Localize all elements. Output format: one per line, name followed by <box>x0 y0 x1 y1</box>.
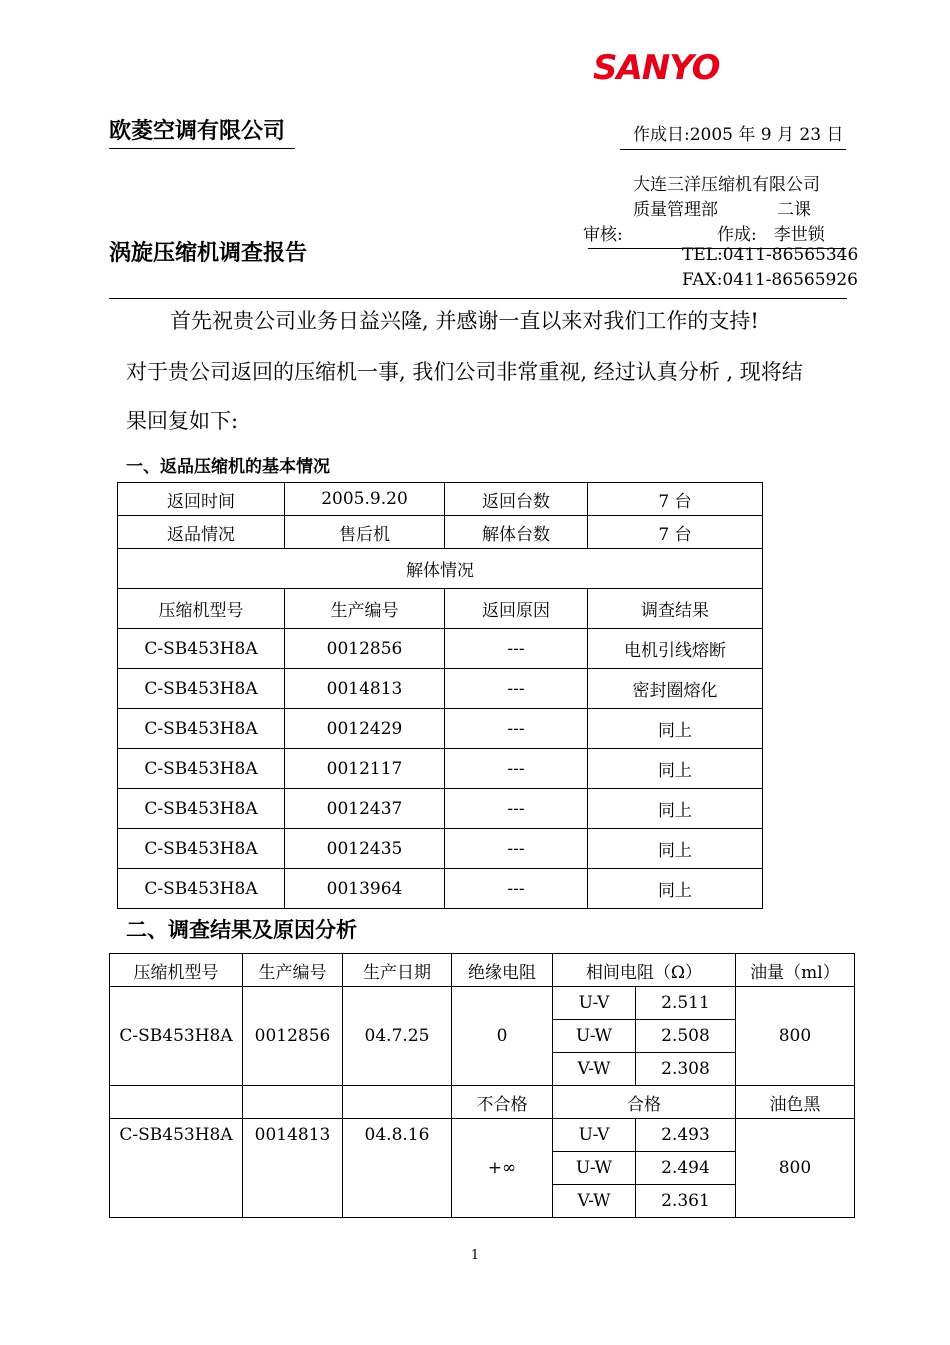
column-header: 返回原因 <box>445 589 588 629</box>
blank-cell <box>243 1086 343 1119</box>
table-cell: 同上 <box>588 829 763 869</box>
insulation-result: 不合格 <box>452 1086 553 1119</box>
table-cell: C-SB453H8A <box>118 629 285 669</box>
report-title: 涡旋压缩机调查报告 <box>109 240 308 266</box>
table-cell: 返回台数 <box>445 483 588 516</box>
table-cell: 售后机 <box>285 516 445 549</box>
table-cell: --- <box>445 669 588 709</box>
insulation-cell: +∞ <box>452 1119 553 1218</box>
table-cell: 同上 <box>588 709 763 749</box>
oil-cell: 800 <box>735 987 854 1086</box>
table-cell: 0012435 <box>285 829 445 869</box>
recipient-company: 欧菱空调有限公司 <box>109 118 286 144</box>
table-cell: 0012437 <box>285 789 445 829</box>
table-row <box>110 987 855 1020</box>
phase-value: 2.361 <box>636 1185 736 1218</box>
resistance-result: 合格 <box>553 1086 736 1119</box>
table-cell: 同上 <box>588 749 763 789</box>
table-cell: --- <box>445 869 588 909</box>
column-header: 油量（ml） <box>735 954 854 987</box>
author-label: 作成: 李世锁 <box>717 225 825 245</box>
greeting-paragraph: 首先祝贵公司业务日益兴隆, 并感谢一直以来对我们工作的支持! <box>170 309 759 333</box>
table-row <box>118 829 763 869</box>
table-cell: 0014813 <box>285 669 445 709</box>
table-cell: C-SB453H8A <box>118 829 285 869</box>
table-cell: 同上 <box>588 789 763 829</box>
column-header: 压缩机型号 <box>118 589 285 629</box>
report-date: 作成日:2005 年 9 月 23 日 <box>633 125 844 145</box>
sanyo-logo: SANYO <box>593 48 720 88</box>
column-header: 生产编号 <box>285 589 445 629</box>
phase-label: U-W <box>553 1152 636 1185</box>
telephone: TEL:0411-86565346 <box>682 245 859 265</box>
column-header: 生产日期 <box>343 954 452 987</box>
table-cell: C-SB453H8A <box>118 869 285 909</box>
table-row <box>118 669 763 709</box>
table-row <box>118 516 763 549</box>
table-row <box>118 869 763 909</box>
table-cell: 返品情况 <box>118 516 285 549</box>
table-row <box>118 629 763 669</box>
header-rule <box>109 298 847 299</box>
phase-value: 2.308 <box>636 1053 736 1086</box>
table-cell: C-SB453H8A <box>118 669 285 709</box>
table-row <box>110 1086 855 1119</box>
oil-result: 油色黑 <box>735 1086 854 1119</box>
table-cell: --- <box>445 629 588 669</box>
table-row <box>110 1119 855 1152</box>
date-cell: 04.7.25 <box>343 987 452 1086</box>
table-cell: 0012856 <box>285 629 445 669</box>
date-cell: 04.8.16 <box>343 1119 452 1218</box>
column-header: 相间电阻（Ω） <box>553 954 736 987</box>
table-row <box>118 483 763 516</box>
table-row <box>118 709 763 749</box>
reviewer-label: 审核: <box>583 225 623 245</box>
blank-cell <box>343 1086 452 1119</box>
table-row <box>118 549 763 589</box>
section2-title: 二、调查结果及原因分析 <box>126 917 357 942</box>
table-cell: --- <box>445 749 588 789</box>
page-number: 1 <box>470 1248 480 1263</box>
column-header: 生产编号 <box>243 954 343 987</box>
phase-label: U-V <box>553 1119 636 1152</box>
table-cell: 返回时间 <box>118 483 285 516</box>
table-header-row <box>110 954 855 987</box>
date-underline <box>620 149 846 150</box>
intro-paragraph-cont: 果回复如下: <box>126 409 239 433</box>
intro-paragraph: 对于贵公司返回的压缩机一事, 我们公司非常重视, 经过认真分析 , 现将结 <box>126 360 803 384</box>
table-row <box>118 749 763 789</box>
phase-label: U-W <box>553 1020 636 1053</box>
section1-title: 一、返品压缩机的基本情况 <box>126 457 330 477</box>
phase-label: U-V <box>553 987 636 1020</box>
issuer-dept: 质量管理部 <box>633 200 718 220</box>
insulation-cell: 0 <box>452 987 553 1086</box>
serial-cell: 0012856 <box>243 987 343 1086</box>
table-cell: 2005.9.20 <box>285 483 445 516</box>
table-cell: 解体台数 <box>445 516 588 549</box>
table-cell: C-SB453H8A <box>118 709 285 749</box>
column-header: 绝缘电阻 <box>452 954 553 987</box>
blank-cell <box>110 1086 243 1119</box>
table-cell: 电机引线熔断 <box>588 629 763 669</box>
phase-value: 2.508 <box>636 1020 736 1053</box>
oil-cell: 800 <box>735 1119 854 1218</box>
table-cell: 0013964 <box>285 869 445 909</box>
table-cell: --- <box>445 709 588 749</box>
recipient-underline <box>109 148 295 149</box>
table-cell: 7 台 <box>588 516 763 549</box>
column-header: 压缩机型号 <box>110 954 243 987</box>
return-summary-table <box>117 482 763 909</box>
issuer-section: 二课 <box>777 200 811 220</box>
table-row <box>118 789 763 829</box>
issuer-company: 大连三洋压缩机有限公司 <box>633 175 820 195</box>
table-cell: 7 台 <box>588 483 763 516</box>
table-span-header: 解体情况 <box>118 549 763 589</box>
table-cell: C-SB453H8A <box>118 789 285 829</box>
table-cell: --- <box>445 829 588 869</box>
table-cell: 0012429 <box>285 709 445 749</box>
phase-value: 2.493 <box>636 1119 736 1152</box>
table-cell: C-SB453H8A <box>118 749 285 789</box>
model-cell: C-SB453H8A <box>110 987 243 1086</box>
table-cell: 同上 <box>588 869 763 909</box>
table-cell: 0012117 <box>285 749 445 789</box>
phase-value: 2.494 <box>636 1152 736 1185</box>
phase-label: V-W <box>553 1185 636 1218</box>
table-cell: --- <box>445 789 588 829</box>
column-header: 调查结果 <box>588 589 763 629</box>
model-cell: C-SB453H8A <box>110 1119 243 1218</box>
table-cell: 密封圈熔化 <box>588 669 763 709</box>
serial-cell: 0014813 <box>243 1119 343 1218</box>
table-header-row <box>118 589 763 629</box>
fax: FAX:0411-86565926 <box>682 270 858 290</box>
analysis-table <box>109 953 855 1218</box>
phase-label: V-W <box>553 1053 636 1086</box>
phase-value: 2.511 <box>636 987 736 1020</box>
